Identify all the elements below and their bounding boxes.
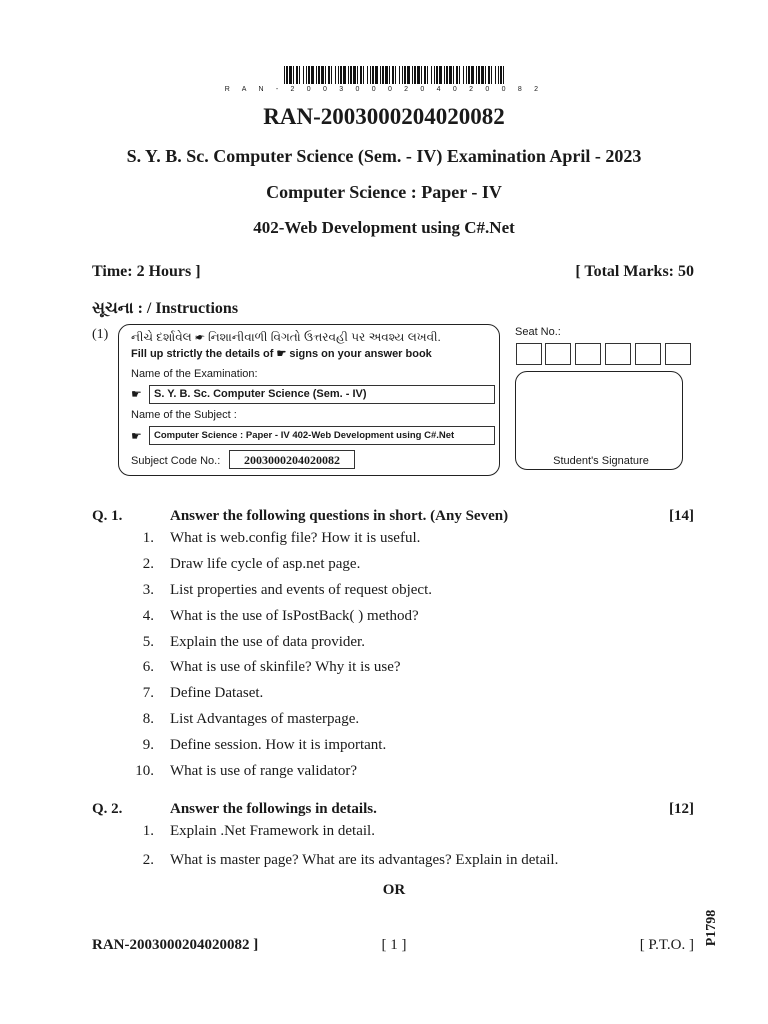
barcode-bar	[389, 66, 390, 84]
subject-code-label: Subject Code No.:	[131, 455, 221, 467]
barcode-bar	[286, 66, 288, 84]
question-text: What is master page? What are its advantages? Explain in detail.	[170, 852, 559, 868]
barcode-bar	[439, 66, 442, 84]
barcode-bar	[335, 66, 336, 84]
seat-number-box	[545, 343, 571, 365]
barcode-bar	[417, 66, 420, 84]
time-allowed: Time: 2 Hours ]	[92, 263, 201, 280]
barcode-bar	[375, 66, 378, 84]
instruction-number: (1)	[92, 327, 109, 342]
barcode-bar	[471, 66, 474, 84]
barcode-bar	[468, 66, 470, 84]
barcode	[284, 66, 504, 84]
question-number: 1.	[142, 823, 154, 839]
question-text: List properties and events of request object.	[170, 582, 433, 598]
barcode-bar	[385, 66, 388, 84]
paper-title: Computer Science : Paper - IV	[266, 182, 502, 202]
exam-name-field: S. Y. B. Sc. Computer Science (Sem. - IV)	[149, 385, 495, 404]
barcode-bar	[466, 66, 467, 84]
barcode-bar	[306, 66, 307, 84]
barcode-bar	[380, 66, 381, 84]
paper-code-vertical: P1798	[704, 909, 719, 947]
barcode-bar	[360, 66, 362, 84]
question-text: Explain the use of data provider.	[170, 634, 365, 650]
question-number: 7.	[142, 685, 154, 701]
barcode-bar	[446, 66, 448, 84]
barcode-bar	[340, 66, 342, 84]
barcode-bar	[436, 66, 438, 84]
barcode-bar	[500, 66, 502, 84]
barcode-bar	[343, 66, 346, 84]
barcode-bar	[331, 66, 332, 84]
subject-code-field: 2003000204020082	[229, 450, 355, 469]
question-text: What is web.config file? How it is useful.	[170, 530, 421, 546]
barcode-bar	[372, 66, 374, 84]
barcode-bar	[434, 66, 435, 84]
barcode-bar	[495, 66, 496, 84]
pto-label: [ P.T.O. ]	[639, 937, 694, 953]
or-separator: OR	[382, 882, 406, 898]
barcode-bar	[321, 66, 324, 84]
instruction-gujarati: નીચે દર્શાવેલ ☛ નિશાનીવાળી વિગતો ઉત્તરવહી પર અવશ્ય લખવી.	[131, 330, 441, 344]
barcode-bar	[459, 66, 460, 84]
question-text: Define Dataset.	[170, 685, 264, 701]
barcode-bar	[357, 66, 358, 84]
question-number: 6.	[142, 659, 154, 675]
barcode-bar	[421, 66, 422, 84]
barcode-bar	[289, 66, 292, 84]
barcode-bar	[311, 66, 314, 84]
question-number: 5.	[142, 634, 154, 650]
total-marks: [ Total Marks: 50	[575, 263, 694, 280]
barcode-bar	[338, 66, 339, 84]
exam-details-box	[118, 324, 500, 476]
barcode-bar	[476, 66, 477, 84]
barcode-bar	[353, 66, 356, 84]
question-text: List Advantages of masterpage.	[170, 711, 360, 727]
barcode-bar	[407, 66, 410, 84]
barcode-bar	[463, 66, 464, 84]
question-text: Define session. How it is important.	[170, 737, 387, 753]
barcode-bar	[481, 66, 484, 84]
barcode-bar	[449, 66, 452, 84]
question-text: Draw life cycle of asp.net page.	[170, 556, 361, 572]
subject-name-field: Computer Science : Paper - IV 402-Web Development using C#.Net	[149, 426, 495, 445]
signature-label: Student's Signature	[553, 455, 649, 467]
barcode-bar	[363, 66, 364, 84]
barcode-bar	[303, 66, 304, 84]
barcode-text: R A N - 2 0 0 3 0 0 0 2 0 4 0 2 0 0 8 2	[224, 86, 544, 93]
barcode-bar	[412, 66, 413, 84]
question-number: 9.	[142, 737, 154, 753]
q1-title: Answer the following questions in short. (Any Seven)	[170, 508, 509, 524]
barcode-bar	[427, 66, 428, 84]
barcode-bar	[299, 66, 300, 84]
seat-number-box	[516, 343, 542, 365]
question-number: 10.	[135, 763, 154, 779]
q1-marks: [14]	[669, 508, 694, 524]
barcode-bar	[316, 66, 317, 84]
barcode-bar	[392, 66, 394, 84]
exam-name-label: Name of the Examination:	[131, 368, 258, 380]
barcode-bar	[325, 66, 326, 84]
seat-number-box	[575, 343, 601, 365]
barcode-bar	[485, 66, 486, 84]
barcode-bar	[424, 66, 426, 84]
barcode-bar	[431, 66, 432, 84]
page-number: [ 1 ]	[381, 937, 407, 953]
barcode-bar	[328, 66, 330, 84]
question-number: 2.	[142, 556, 154, 572]
question-number: 8.	[142, 711, 154, 727]
question-text: Explain .Net Framework in detail.	[170, 823, 375, 839]
exam-title: S. Y. B. Sc. Computer Science (Sem. - IV) Examination April - 2023	[126, 146, 642, 166]
question-number: 3.	[142, 582, 154, 598]
question-number: 4.	[142, 608, 154, 624]
barcode-bar	[498, 66, 499, 84]
q2-title: Answer the followings in details.	[170, 801, 377, 817]
hand-pointer-icon: ☛	[131, 387, 142, 401]
barcode-bar	[318, 66, 320, 84]
barcode-bar	[370, 66, 371, 84]
barcode-bar	[293, 66, 294, 84]
question-number: 2.	[142, 852, 154, 868]
barcode-bar	[348, 66, 349, 84]
instructions-heading: સૂચના : / Instructions	[92, 300, 239, 317]
q2-number: Q. 2.	[92, 801, 123, 817]
barcode-bar	[308, 66, 310, 84]
barcode-bar	[478, 66, 480, 84]
question-text: What is the use of IsPostBack( ) method?	[170, 608, 419, 624]
question-text: What is use of skinfile? Why it is use?	[170, 659, 401, 675]
seat-number-label: Seat No.:	[515, 326, 561, 338]
barcode-bar	[488, 66, 490, 84]
barcode-bar	[395, 66, 396, 84]
barcode-bar	[444, 66, 445, 84]
question-number: 1.	[142, 530, 154, 546]
seat-number-box	[635, 343, 661, 365]
barcode-bar	[284, 66, 285, 84]
question-text: What is use of range validator?	[170, 763, 358, 779]
barcode-bar	[399, 66, 400, 84]
barcode-bar	[382, 66, 384, 84]
barcode-bar	[404, 66, 406, 84]
subject-name-label: Name of the Subject :	[131, 409, 237, 421]
barcode-bar	[456, 66, 458, 84]
barcode-bar	[453, 66, 454, 84]
barcode-bar	[402, 66, 403, 84]
barcode-bar	[367, 66, 368, 84]
footer-code: RAN-2003000204020082 ]	[92, 937, 259, 953]
subject-title: 402-Web Development using C#.Net	[253, 218, 515, 237]
barcode-bar	[503, 66, 504, 84]
barcode-bar	[350, 66, 352, 84]
q1-number: Q. 1.	[92, 508, 123, 524]
barcode-bar	[414, 66, 416, 84]
paper-code-title: RAN-2003000204020082	[263, 104, 505, 129]
seat-number-box	[665, 343, 691, 365]
barcode-bar	[296, 66, 298, 84]
barcode-bar	[491, 66, 492, 84]
seat-number-box	[605, 343, 631, 365]
q2-marks: [12]	[669, 801, 694, 817]
hand-pointer-icon: ☛	[131, 429, 142, 443]
instruction-english: Fill up strictly the details of ☛ signs on your answer book	[131, 348, 432, 360]
